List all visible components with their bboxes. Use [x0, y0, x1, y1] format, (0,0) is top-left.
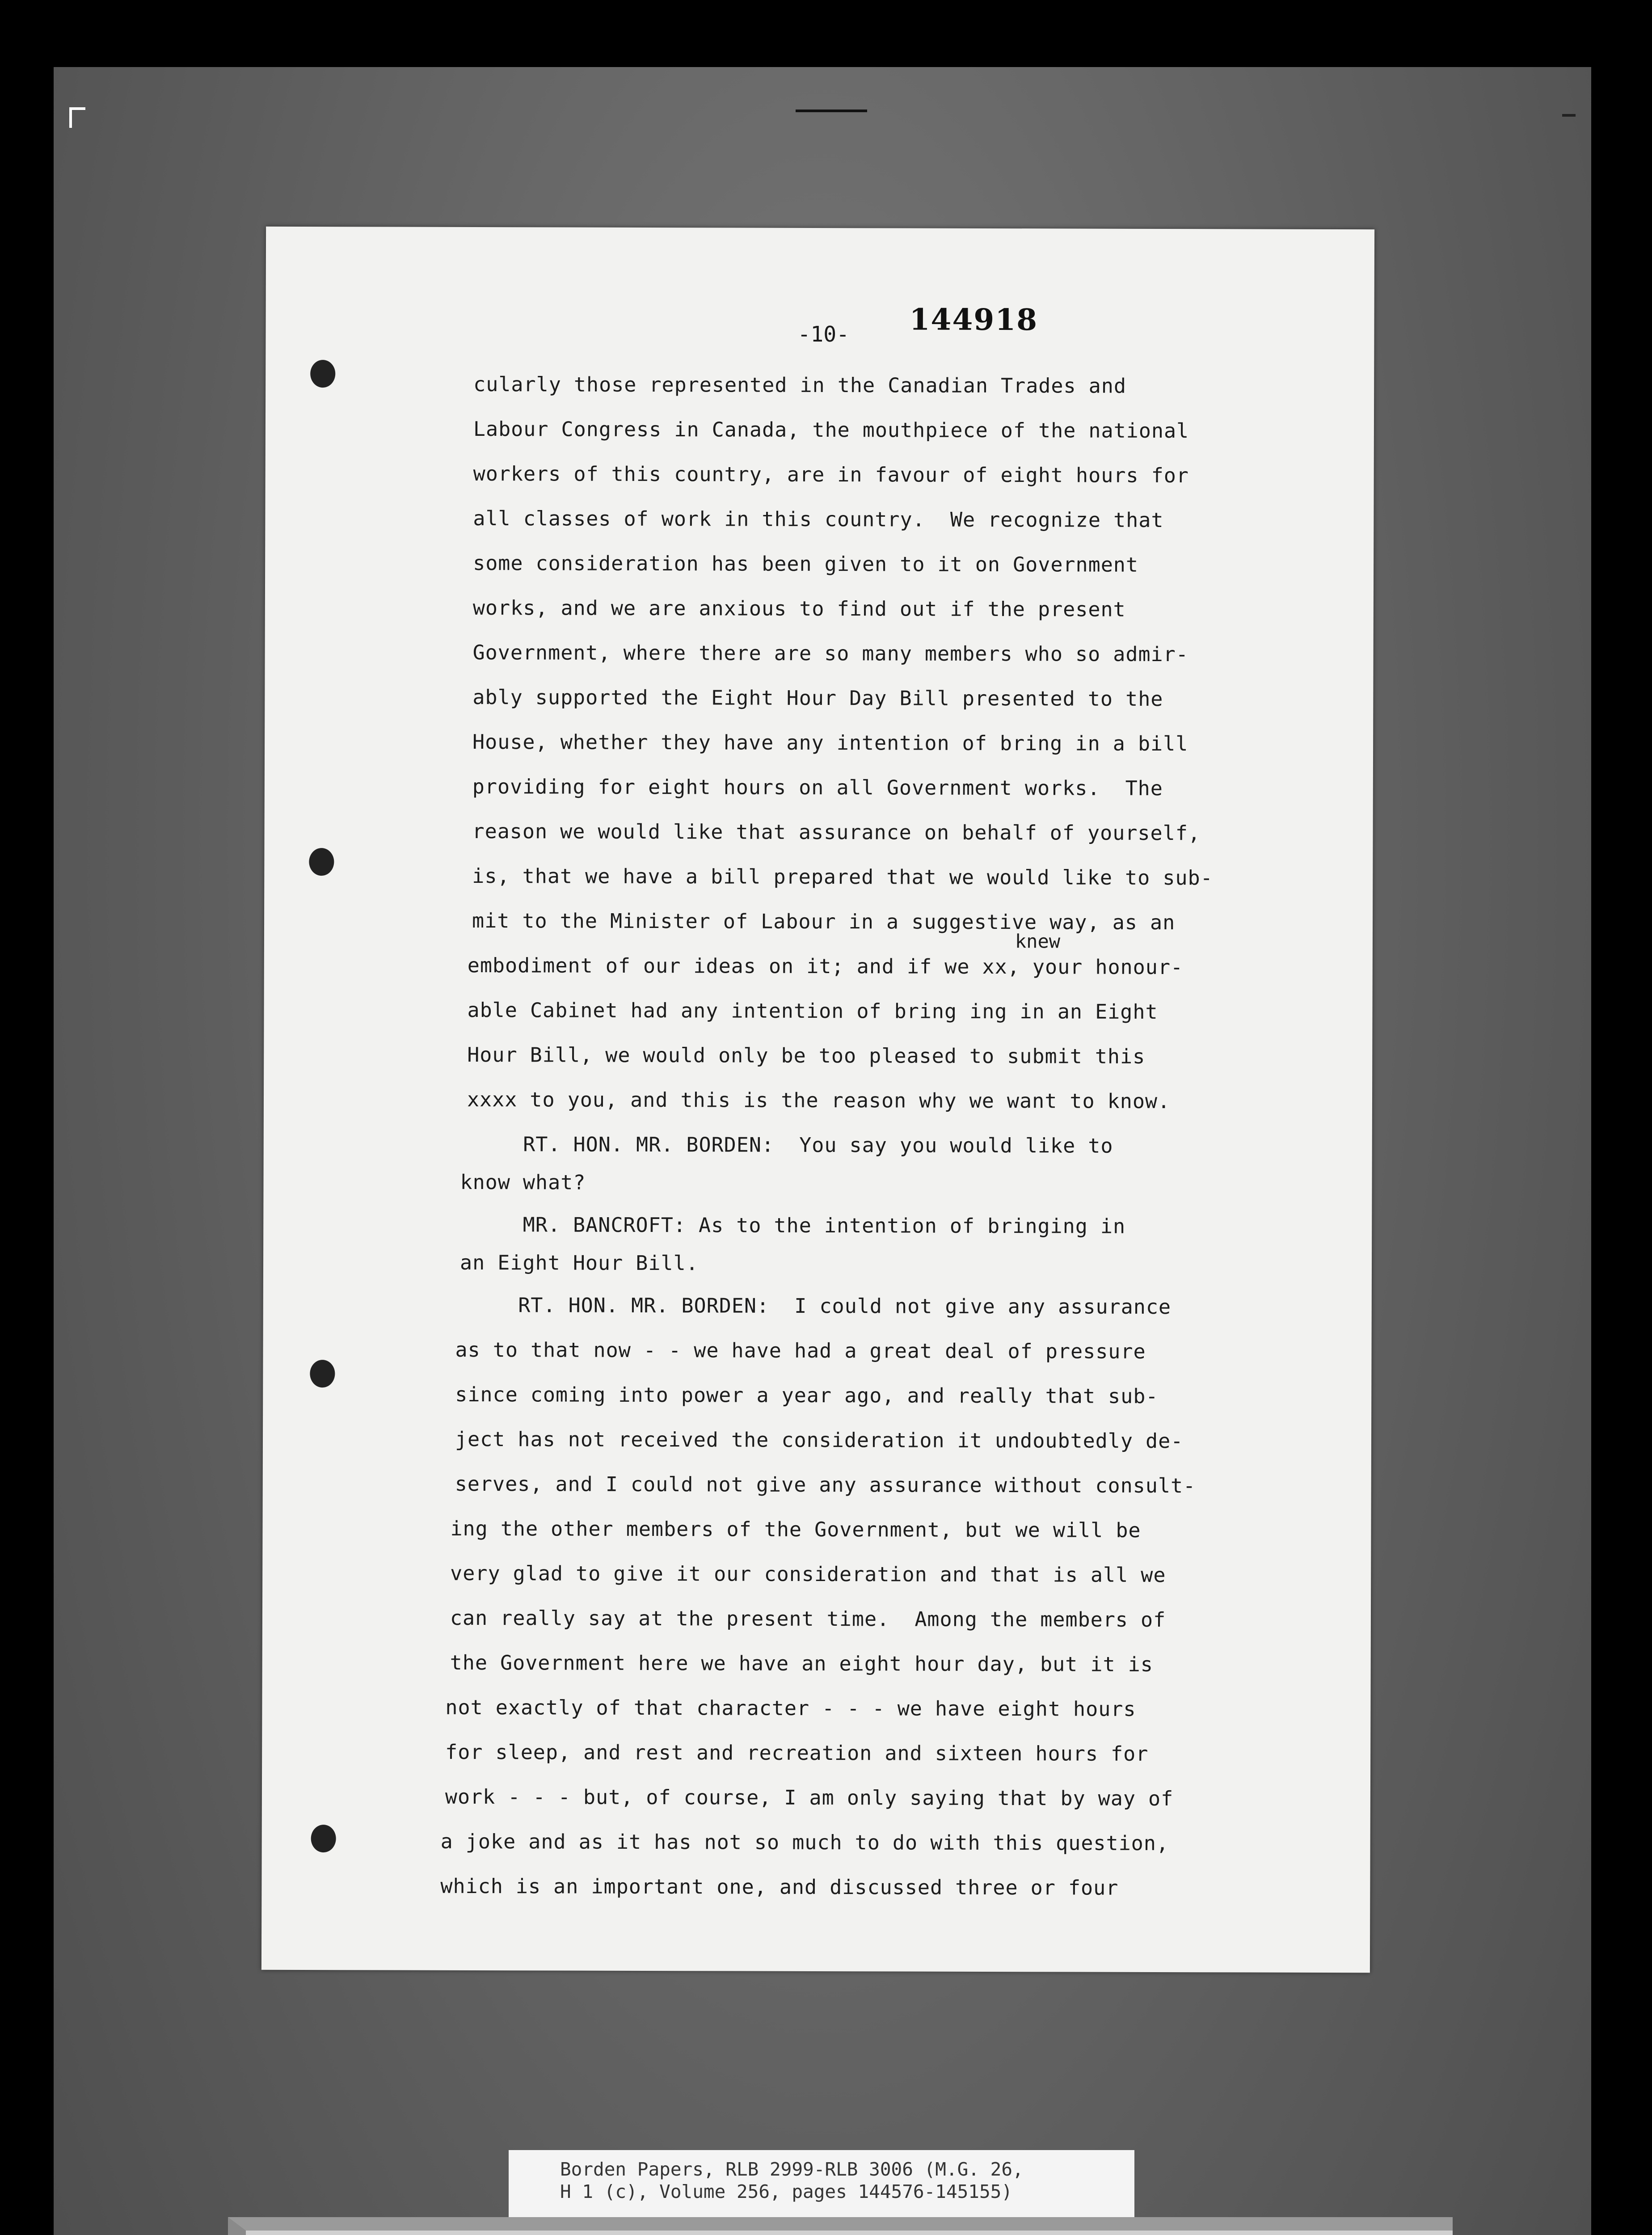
text-line: which is an important one, and discussed three or four	[440, 1874, 1119, 1900]
text-line: embodiment of our ideas on it; and if we xx, your honour-	[467, 953, 1184, 979]
text-line: House, whether they have any intention of bring in a bill	[472, 730, 1188, 756]
typed-document-page	[261, 227, 1374, 1973]
text-line: workers of this country, are in favour of eight hours for	[473, 461, 1189, 488]
frame-corner-mark	[69, 107, 85, 128]
text-line: some consideration has been given to it on Government	[473, 551, 1139, 577]
text-line: xxxx to you, and this is the reason why we want to know.	[467, 1087, 1171, 1113]
citation-line: Borden Papers, RLB 2999-RLB 3006 (M.G. 26,	[560, 2159, 1024, 2180]
text-line: is, that we have a bill prepared that we would like to sub-	[472, 864, 1213, 890]
text-line: an Eight Hour Bill.	[459, 1250, 699, 1275]
text-line: reason we would like that assurance on behalf of yourself,	[472, 819, 1201, 845]
citation-line: H 1 (c), Volume 256, pages 144576-145155)	[560, 2181, 1013, 2202]
text-line: can really say at the present time. Among the members of	[450, 1606, 1166, 1632]
text-line: as to that now - - we have had a great deal of pressure	[455, 1337, 1146, 1363]
text-line: providing for eight hours on all Government works. The	[472, 774, 1163, 801]
text-line: very glad to give it our consideration and that is all we	[450, 1561, 1166, 1587]
page-number: -10-	[797, 321, 850, 347]
frame-right-mark	[1562, 114, 1576, 117]
text-line: ably supported the Eight Hour Day Bill presented to the	[472, 685, 1163, 711]
text-line: Hour Bill, we would only be too pleased to submit this	[467, 1042, 1146, 1068]
text-line: since coming into power a year ago, and really that sub-	[455, 1382, 1159, 1408]
text-line: ject has not received the consideration it undoubtedly de-	[455, 1427, 1184, 1453]
text-line: for sleep, and rest and recreation and sixteen hours for	[445, 1740, 1149, 1766]
text-line: Labour Congress in Canada, the mouthpiece of the national	[473, 417, 1189, 443]
frame-top-mark	[796, 110, 867, 112]
text-line: know what?	[460, 1170, 586, 1194]
citation-slip	[509, 2150, 1134, 2226]
text-line: RT. HON. MR. BORDEN: I could not give any assurance	[455, 1293, 1172, 1319]
handwritten-insertion: knew	[1015, 930, 1061, 953]
text-line: all classes of work in this country. We recognize that	[473, 506, 1164, 532]
text-line: serves, and I could not give any assurance without consult-	[455, 1472, 1196, 1498]
citation-text	[560, 2158, 1024, 2203]
archive-board	[228, 2217, 1453, 2235]
text-line: works, and we are anxious to find out if the present	[472, 595, 1126, 621]
text-line: MR. BANCROFT: As to the intention of bringing in	[460, 1212, 1126, 1238]
text-line: the Government here we have an eight hour day, but it is	[450, 1650, 1153, 1676]
document-stamp-number: 144918	[909, 302, 1038, 337]
text-line: mit to the Minister of Labour in a suggestive way, as an	[472, 908, 1176, 935]
text-line: able Cabinet had any intention of bring ing in an Eight	[467, 998, 1158, 1024]
text-line: work - - - but, of course, I am only saying that by way of	[445, 1784, 1174, 1811]
text-line: Government, where there are so many members who so admir-	[472, 640, 1188, 666]
typed-body	[261, 227, 1374, 1973]
text-line: RT. HON. MR. BORDEN: You say you would like to	[460, 1132, 1113, 1158]
text-line: ing the other members of the Government, but we will be	[450, 1516, 1141, 1542]
text-line: not exactly of that character - - - we have eight hours	[445, 1695, 1136, 1721]
text-line: a joke and as it has not so much to do with this question,	[440, 1829, 1169, 1855]
text-line: cularly those represented in the Canadian Trades and	[473, 372, 1127, 398]
